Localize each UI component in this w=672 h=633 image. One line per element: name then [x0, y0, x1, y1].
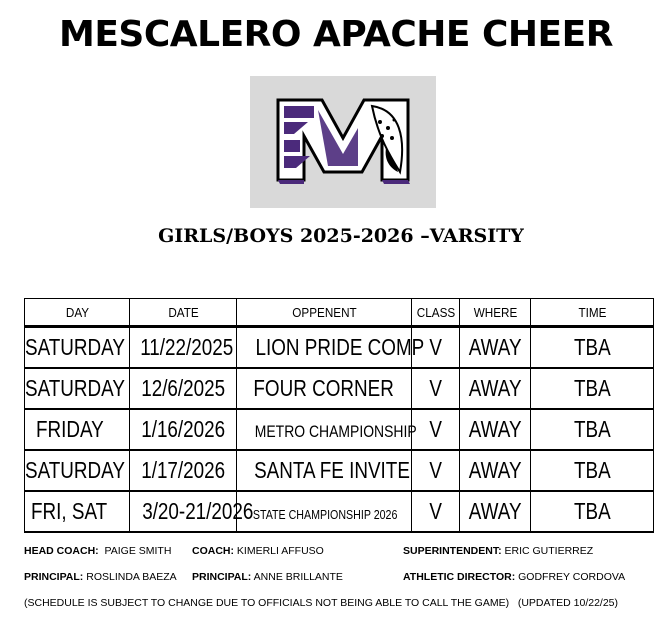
table-header-row [25, 299, 654, 327]
athletic-director-line [403, 571, 625, 583]
cell-date: 1/17/2026 [130, 450, 237, 491]
cell-time: TBA [531, 409, 654, 450]
athletic-director-label: ATHLETIC DIRECTOR: [403, 571, 516, 583]
superintendent-label: SUPERINTENDENT: [403, 545, 502, 557]
column-header-date: DATE [135, 299, 231, 327]
cell-day: SATURDAY [25, 368, 130, 409]
schedule-subtitle: GIRLS/BOYS 2025-2026 –VARSITY [158, 225, 524, 247]
cell-class: V [412, 409, 460, 450]
cell-time: TBA [531, 491, 654, 532]
cell-class: V [412, 368, 460, 409]
head-coach-label: HEAD COACH: [24, 545, 99, 557]
coach-line [192, 545, 324, 557]
cell-opponent: METRO CHAMPIONSHIP [237, 409, 412, 450]
school-logo [250, 76, 436, 208]
m-feather-logo-icon [250, 76, 436, 208]
column-header-time: TIME [537, 299, 648, 327]
column-header-opponent: OPPENENT [245, 299, 403, 327]
principal1-label: PRINCIPAL: [24, 571, 84, 583]
cell-day: FRIDAY [25, 409, 130, 450]
cell-class: V [412, 491, 460, 532]
cell-time: TBA [531, 368, 654, 409]
table-row [25, 491, 654, 532]
cell-day: FRI, SAT [25, 491, 130, 532]
schedule-table [24, 298, 654, 533]
table-row [25, 327, 654, 369]
cell-day: SATURDAY [25, 450, 130, 491]
cell-opponent: SANTA FE INVITE [237, 450, 412, 491]
principal2-label: PRINCIPAL: [192, 571, 252, 583]
principal2-line [192, 571, 343, 583]
coach-name: KIMERLI AFFUSO [236, 545, 324, 557]
cell-where: AWAY [460, 409, 531, 450]
table-row [25, 409, 654, 450]
table-row [25, 450, 654, 491]
cell-date: 12/6/2025 [130, 368, 237, 409]
cell-class: V [412, 327, 460, 369]
page-title: MESCALERO APACHE CHEER [59, 14, 613, 55]
cell-opponent: LION PRIDE COMP [237, 327, 412, 369]
schedule-note: (SCHEDULE IS SUBJECT TO CHANGE DUE TO OFFICIALS NOT BEING ABLE TO CALL THE GAME) [24, 597, 510, 609]
athletic-director-name: GODFREY CORDOVA [518, 571, 626, 583]
coach-label: COACH: [192, 545, 234, 557]
cell-date: 3/20-21/2026 [130, 491, 237, 532]
cell-time: TBA [531, 450, 654, 491]
principal1-name: ROSLINDA BAEZA [86, 571, 177, 583]
cell-date: 11/22/2025 [130, 327, 237, 369]
table-row [25, 368, 654, 409]
principal2-name: ANNE BRILLANTE [253, 571, 343, 583]
cell-where: AWAY [460, 327, 531, 369]
cell-time: TBA [531, 327, 654, 369]
cell-where: AWAY [460, 368, 531, 409]
cell-opponent: STATE CHAMPIONSHIP 2026 [237, 491, 412, 532]
updated-date: (UPDATED 10/22/25) [517, 597, 619, 609]
cell-class: V [412, 450, 460, 491]
column-header-where: WHERE [463, 299, 527, 327]
column-header-day: DAY [30, 299, 125, 327]
head-coach-line [24, 545, 171, 557]
principal1-line [24, 571, 177, 583]
cell-where: AWAY [460, 450, 531, 491]
column-header-class: CLASS [414, 299, 457, 327]
cell-where: AWAY [460, 491, 531, 532]
cell-date: 1/16/2026 [130, 409, 237, 450]
schedule-note-line [24, 597, 618, 609]
cell-opponent: FOUR CORNER [237, 368, 412, 409]
superintendent-line [403, 545, 593, 557]
cell-day: SATURDAY [25, 327, 130, 369]
head-coach-name: PAIGE SMITH [104, 545, 172, 557]
superintendent-name: ERIC GUTIERREZ [504, 545, 594, 557]
